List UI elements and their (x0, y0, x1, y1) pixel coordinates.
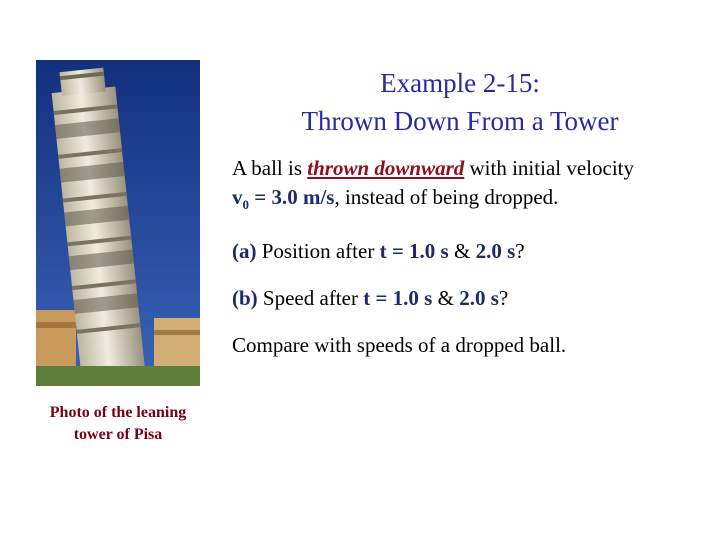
part-b-amp: & (432, 286, 460, 311)
part-b-label: (b) (232, 286, 258, 311)
velocity-subscript: 0 (242, 197, 249, 213)
part-b-question (232, 284, 702, 313)
initial-velocity (232, 185, 335, 213)
part-a-time-1: t = 1.0 s (379, 239, 449, 264)
intro-text-start: A ball is (232, 156, 308, 180)
part-b-time-2: 2.0 s (459, 286, 499, 311)
title-line-2: Thrown Down From a Tower (301, 106, 619, 136)
caption-line-1: Photo of the leaning (49, 404, 187, 421)
intro-paragraph (232, 154, 702, 219)
compare-statement: Compare with speeds of a dropped ball. (232, 333, 567, 358)
caption-line-2: tower of Pisa (73, 426, 163, 443)
problem-statement (232, 154, 702, 360)
part-a-question-mark: ? (515, 239, 525, 264)
tower-photo (36, 60, 200, 386)
part-a-question (232, 237, 702, 266)
part-b-text: Speed after (257, 286, 364, 311)
intro-text-end: , instead of being dropped. (334, 185, 559, 209)
photo-caption (18, 402, 218, 446)
intro-line-1 (232, 154, 702, 183)
intro-line-2 (232, 183, 702, 219)
intro-text-velocity: with initial velocity (464, 156, 634, 180)
title-line-1: Example 2-15: (380, 68, 540, 98)
leaning-tower-image (36, 60, 200, 386)
part-a-amp: & (448, 239, 476, 264)
slide-title (240, 64, 680, 140)
part-b-time-1: t = 1.0 s (363, 286, 433, 311)
thrown-downward-emphasis: thrown downward (307, 156, 465, 180)
part-b-question-mark: ? (498, 286, 509, 311)
part-a-text: Position after (256, 239, 380, 264)
part-a-time-2: 2.0 s (475, 239, 516, 264)
part-a-label: (a) (232, 239, 257, 264)
velocity-value: = 3.0 m/s (249, 185, 335, 209)
velocity-symbol: v (232, 185, 243, 209)
